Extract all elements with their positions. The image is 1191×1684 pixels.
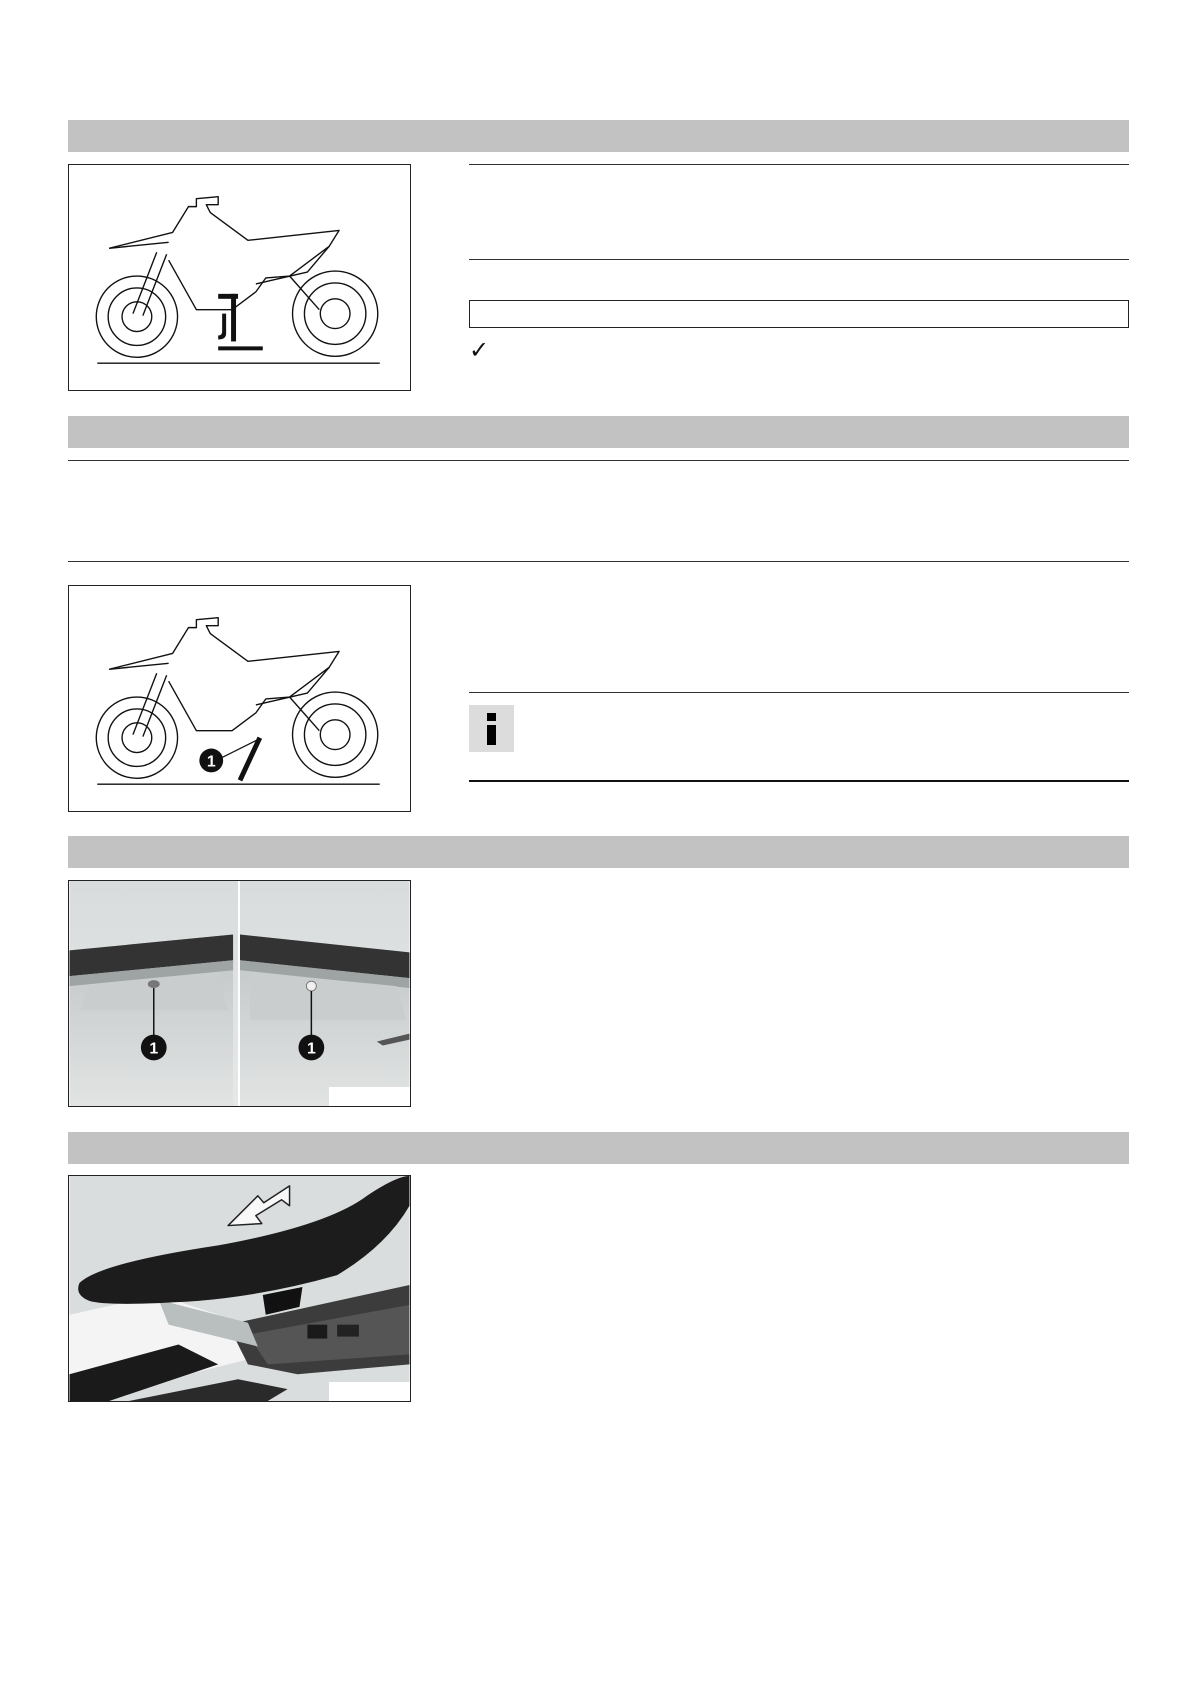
bike-side-stand-drawing (69, 586, 410, 811)
figure-code-label (329, 1087, 410, 1106)
bike-on-stand-drawing (69, 165, 410, 390)
callout-number-right: 1 (306, 1040, 316, 1058)
section-header-bar-3 (68, 836, 1129, 868)
section-header-bar-1 (68, 120, 1129, 152)
section-header-bar-4 (68, 1132, 1129, 1164)
info-icon (469, 705, 514, 752)
callout-number: 1 (206, 753, 216, 771)
figure-seat-removal-photo (68, 1175, 411, 1402)
check-icon: ✓ (469, 336, 490, 364)
figure-code-label-4 (329, 1382, 410, 1401)
figure-bike-on-side-stand (68, 585, 411, 812)
full-rule-top (68, 460, 1129, 461)
callout-number-left: 1 (149, 1040, 159, 1058)
info-top-rule (469, 692, 1129, 693)
info-icon-stem (487, 725, 496, 745)
figure-seat-mount-photos (68, 880, 411, 1107)
bottom-rule-1 (469, 259, 1129, 260)
seat-removal-photo (69, 1176, 410, 1401)
top-rule-1 (469, 164, 1129, 165)
full-rule-bottom (68, 561, 1129, 562)
info-bottom-rule (469, 780, 1129, 782)
seat-mount-photo (69, 881, 410, 1106)
info-icon-dot (487, 713, 496, 721)
specification-box (469, 300, 1129, 328)
section-header-bar-2 (68, 416, 1129, 448)
figure-bike-on-lift-stand (68, 164, 411, 391)
